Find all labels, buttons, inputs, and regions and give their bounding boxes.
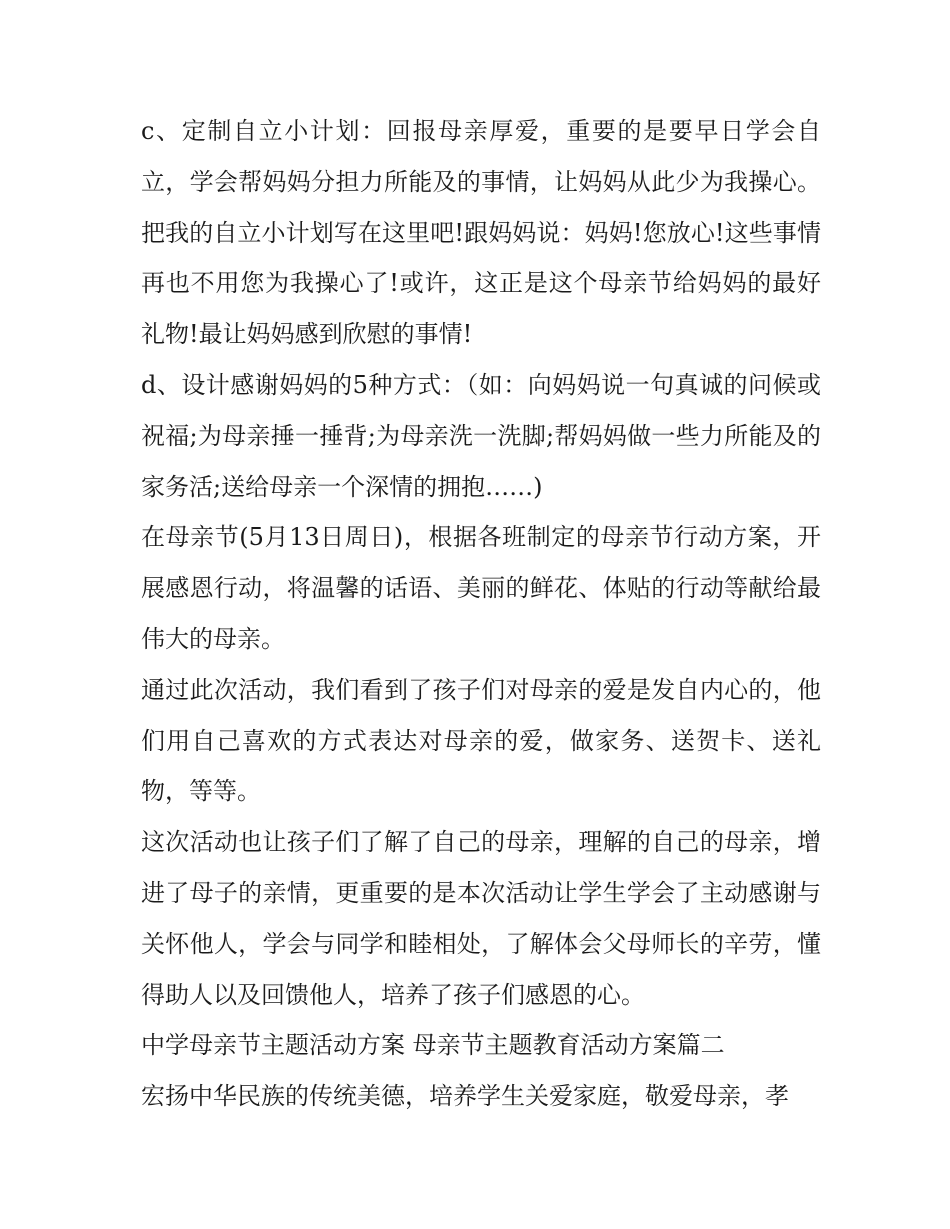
paragraph-activity-significance: 这次活动也让孩子们了解了自己的母亲，理解的自己的母亲，增进了母子的亲情，更重要的是本次活动让学生学会了主动感谢与关怀他人，学会与同学和睦相处，了解体会父母师长的辛劳，懂得助人以及回馈他人，培养了孩子们感恩的心。 (141, 828, 821, 1009)
paragraph-plan-d: d、设计感谢妈妈的5种方式：（如：向妈妈说一句真诚的问候或祝福;为母亲捶一捶背;为母亲洗一洗脚;帮妈妈做一些力所能及的家务活;送给母亲一个深情的拥抱……) (141, 370, 821, 501)
document-body (141, 106, 821, 1122)
section-heading: 中学母亲节主题活动方案 母亲节主题教育活动方案篇二 (141, 1031, 725, 1060)
paragraph-plan-c: c、定制自立小计划：回报母亲厚爱，重要的是要早日学会自立，学会帮妈妈分担力所能及的事情，让妈妈从此少为我操心。把我的自立小计划写在这里吧!跟妈妈说：妈妈!您放心!这些事情再也不用您为我操心了!或许，这正是这个母亲节给妈妈的最好礼物!最让妈妈感到欣慰的事情! (141, 117, 821, 349)
paragraph-purpose: 宏扬中华民族的传统美德，培养学生关爱家庭，敬爱母亲，孝 (141, 1082, 789, 1111)
paragraph-mothers-day-action: 在母亲节(5月13日周日)，根据各班制定的母亲节行动方案，开展感恩行动，将温馨的话语、美丽的鲜花、体贴的行动等献给最伟大的母亲。 (141, 523, 821, 653)
paragraph-activity-result: 通过此次活动，我们看到了孩子们对母亲的爱是发自内心的，他们用自己喜欢的方式表达对母亲的爱，做家务、送贺卡、送礼物，等等。 (141, 675, 821, 806)
